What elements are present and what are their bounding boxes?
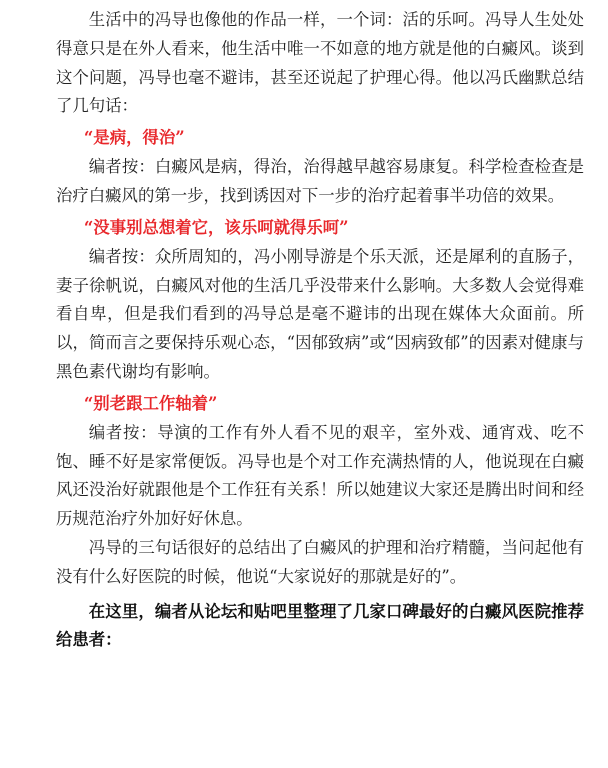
summary-paragraph: 冯导的三句话很好的总结出了白癜风的护理和治疗精髓，当问起他有没有什么好医院的时候，他说“大家说好的那就是好的”。 [56,537,584,586]
section-heading-1: “是病，得治” [83,128,185,148]
editor-note-1: 编者按：白癜风是病，得治，治得越早越容易康复。科学检查检查是治疗白癜风的第一步，找到诱因对下一步的治疗起着事半功倍的效果。 [56,157,584,205]
section-heading-3: “别老跟工作轴着” [83,393,218,413]
intro-paragraph: 生活中的冯导也像他的作品一样，一个词：活的乐呵。冯导人生处处得意只是在外人看来，他生活中唯一不如意的地方就是他的白癜风。谈到这个问题，冯导也毫不避讳，甚至还说起了护理心得。他以冯氏幽默总结了几句话： [56,10,584,116]
closing-paragraph: 在这里，编者从论坛和贴吧里整理了几家口碑最好的白癜风医院推荐给患者： [56,601,584,650]
editor-note-2: 编者按：众所周知的，冯小刚导游是个乐天派，还是犀利的直肠子，妻子徐帆说，白癜风对他的生活几乎没带来什么影响。大多数人会觉得难看自卑，但是我们看到的冯导总是毫不避讳的出现在媒体大众面前。所以，简而言之要保持乐观心态，“因郁致病”或“因病致郁”的因素对健康与黑色素代谢均有影响。 [56,246,584,381]
article-body [56,6,584,655]
editor-note-3: 编者按：导演的工作有外人看不见的艰辛，室外戏、通宵戏、吃不饱、睡不好是家常便饭。冯导也是个对工作充满热情的人，他说现在白癜风还没治好就跟他是个工作狂有关系！所以她建议大家还是腾出时间和经历规范治疗外加好好休息。 [56,422,584,529]
section-heading-2: “没事别总想着它，该乐呵就得乐呵” [83,217,349,237]
